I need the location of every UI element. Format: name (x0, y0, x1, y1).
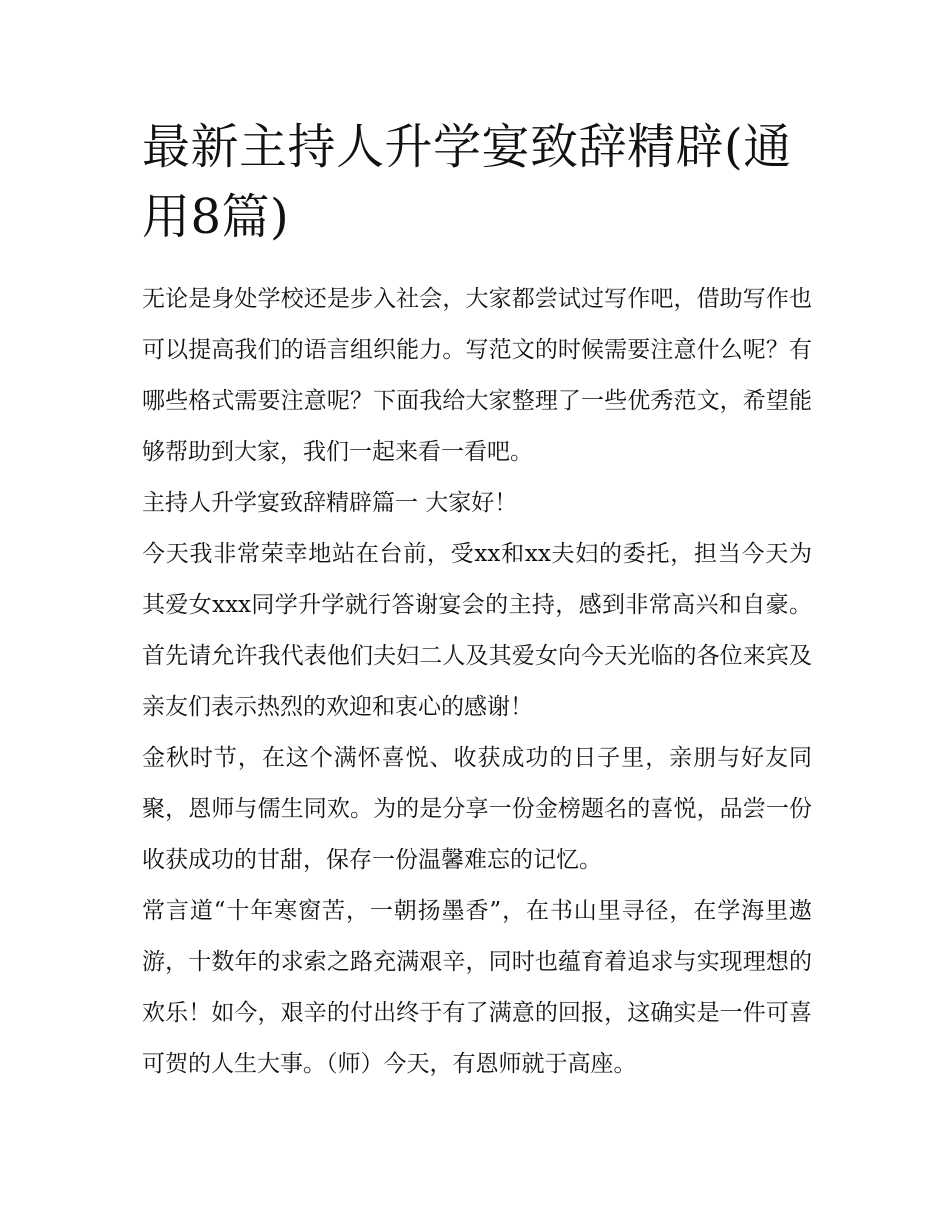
paragraph-season: 金秋时节，在这个满怀喜悦、收获成功的日子里，亲朋与好友同聚，恩师与儒生同欢。为的是分享一份金榜题名的喜悦，品尝一份收获成功的甘甜，保存一份温馨难忘的记忆。 (142, 745, 812, 873)
document-body (142, 274, 812, 1090)
paragraph-intro: 无论是身处学校还是步入社会，大家都尝试过写作吧，借助写作也可以提高我们的语言组织能力。写范文的时候需要注意什么呢？有哪些格式需要注意呢？下面我给大家整理了一些优秀范文，希望能够帮助到大家，我们一起来看一看吧。 (142, 286, 812, 465)
paragraph-saying: 常言道“十年寒窗苦，一朝扬墨香”，在书山里寻径，在学海里遨游，十数年的求索之路充满艰辛，同时也蕴育着追求与实现理想的欢乐！如今，艰辛的付出终于有了满意的回报，这确实是一件可喜可贺的人生大事。（师）今天，有恩师就于高座。 (142, 898, 812, 1077)
paragraph-opening: 今天我非常荣幸地站在台前，受xx和xx夫妇的委托，担当今天为其爱女xxx同学升学就行答谢宴会的主持，感到非常高兴和自豪。首先请允许我代表他们夫妇二人及其爱女向今天光临的各位来宾及亲友们表示热烈的欢迎和衷心的感谢！ (142, 541, 812, 720)
paragraph-section-heading: 主持人升学宴致辞精辟篇一 大家好！ (142, 490, 518, 516)
document-title: 最新主持人升学宴致辞精辟(通用8篇) (142, 119, 792, 245)
document-content (142, 112, 812, 1090)
